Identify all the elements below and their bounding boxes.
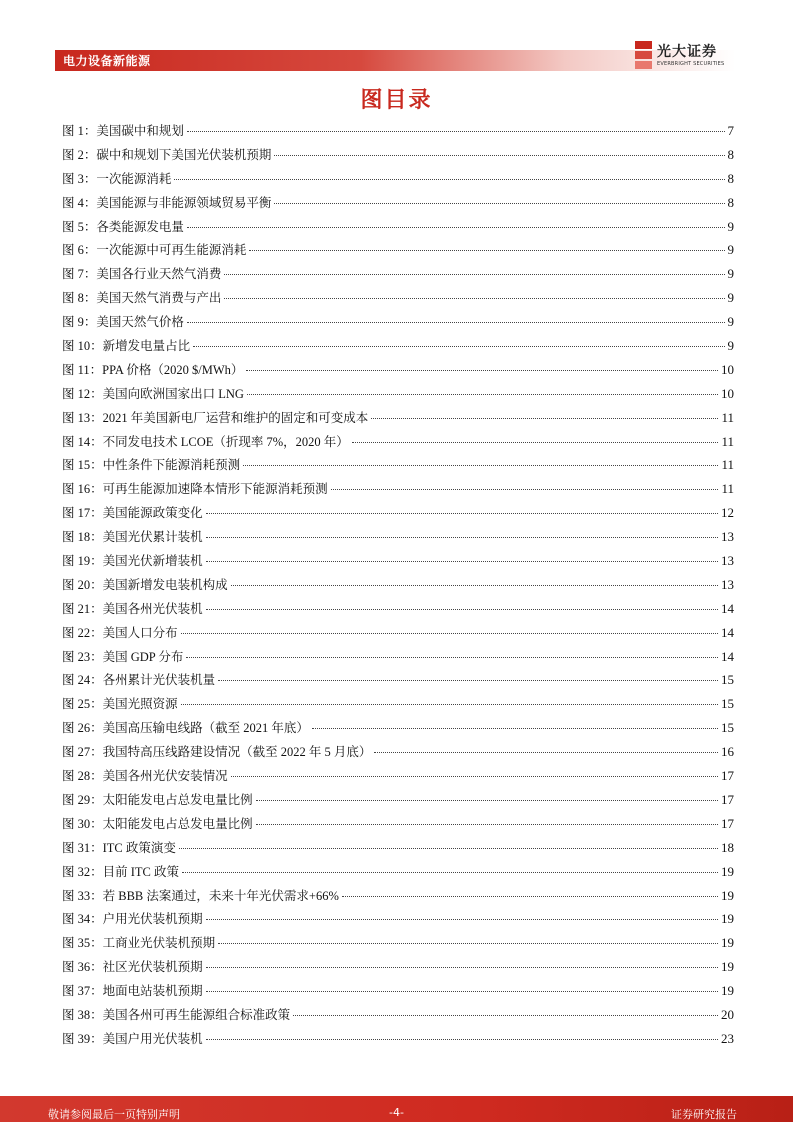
toc-entry[interactable] — [62, 862, 734, 886]
toc-dot-leader — [243, 465, 718, 466]
footer-report-type: 证券研究报告 — [671, 1108, 737, 1121]
toc-entry-page: 8 — [727, 170, 734, 186]
toc-entry-label: 图 4：美国能源与非能源领域贸易平衡 — [62, 195, 272, 210]
toc-dot-leader — [218, 943, 718, 944]
toc-entry[interactable] — [62, 193, 734, 217]
toc-entry-page: 18 — [721, 839, 734, 855]
toc-entry-page: 20 — [721, 1006, 734, 1022]
toc-entry-label: 图 31：ITC 政策演变 — [62, 840, 176, 855]
toc-entry[interactable] — [62, 408, 734, 432]
toc-dot-leader — [256, 800, 718, 801]
toc-entry-label: 图 14：不同发电技术 LCOE（折现率 7%，2020 年） — [62, 434, 349, 449]
toc-entry-label: 图 24：各州累计光伏装机量 — [62, 673, 216, 688]
toc-entry-page: 9 — [727, 338, 734, 354]
toc-entry[interactable] — [62, 933, 734, 957]
toc-entry-label: 图 17：美国能源政策变化 — [62, 506, 203, 521]
toc-dot-leader — [187, 131, 725, 132]
company-logo — [634, 40, 736, 72]
toc-dot-leader — [342, 896, 718, 897]
toc-entry-page: 9 — [727, 242, 734, 258]
toc-entry-page: 13 — [721, 576, 734, 592]
toc-entry[interactable] — [62, 742, 734, 766]
toc-entry-page: 13 — [721, 553, 734, 569]
toc-entry[interactable] — [62, 455, 734, 479]
toc-entry-page: 19 — [721, 863, 734, 879]
toc-entry-label: 图 36：社区光伏装机预期 — [62, 960, 203, 975]
toc-dot-leader — [181, 633, 718, 634]
toc-entry-page: 9 — [727, 290, 734, 306]
toc-entry[interactable] — [62, 957, 734, 981]
toc-entry-label: 图 35：工商业光伏装机预期 — [62, 936, 216, 951]
toc-entry-page: 16 — [721, 744, 734, 760]
toc-dot-leader — [174, 179, 724, 180]
toc-entry[interactable] — [62, 886, 734, 910]
toc-entry-label: 图 33：若 BBB 法案通过，未来十年光伏需求+66% — [62, 888, 339, 903]
toc-entry-page: 14 — [721, 600, 734, 616]
toc-entry-page: 19 — [721, 959, 734, 975]
toc-entry-label: 图 11：PPA 价格（2020 $/MWh） — [62, 362, 244, 377]
toc-entry-page: 15 — [721, 672, 734, 688]
toc-entry-label: 图 37：地面电站装机预期 — [62, 984, 203, 999]
toc-entry-page: 10 — [721, 361, 734, 377]
toc-entry-page: 8 — [727, 194, 734, 210]
toc-dot-leader — [274, 203, 724, 204]
toc-entry-page: 17 — [721, 815, 734, 831]
toc-entry-page: 11 — [721, 433, 734, 449]
toc-entry-label: 图 1：美国碳中和规划 — [62, 124, 184, 138]
toc-entry-label: 图 20：美国新增发电装机构成 — [62, 577, 228, 592]
toc-dot-leader — [206, 561, 718, 562]
toc-entry-page: 19 — [721, 983, 734, 999]
toc-dot-leader — [206, 1039, 718, 1040]
toc-entry[interactable] — [62, 121, 734, 145]
toc-entry-page: 13 — [721, 529, 734, 545]
toc-entry-page: 11 — [721, 409, 734, 425]
toc-entry-page: 9 — [727, 218, 734, 234]
toc-entry-label: 图 23：美国 GDP 分布 — [62, 649, 184, 664]
toc-entry[interactable] — [62, 432, 734, 456]
toc-entry[interactable] — [62, 527, 734, 551]
toc-entry-label: 图 38：美国各州可再生能源组合标准政策 — [62, 1007, 291, 1022]
toc-entry[interactable] — [62, 479, 734, 503]
toc-dot-leader — [179, 848, 718, 849]
toc-entry[interactable] — [62, 909, 734, 933]
toc-entry-label: 图 13：2021 年美国新电厂运营和维护的固定和可变成本 — [62, 410, 369, 425]
toc-entry-label: 图 15：中性条件下能源消耗预测 — [62, 458, 241, 473]
toc-entry-page: 8 — [727, 146, 734, 162]
toc-entry[interactable] — [62, 1029, 734, 1053]
logo-english-name: EVERBRIGHT SECURITIES — [657, 61, 725, 67]
toc-entry-label: 图 26：美国高压输电线路（截至 2021 年底） — [62, 721, 309, 736]
toc-dot-leader — [293, 1015, 718, 1016]
toc-dot-leader — [206, 919, 718, 920]
toc-dot-leader — [231, 585, 718, 586]
toc-entry-label: 图 9：美国天然气价格 — [62, 315, 184, 330]
toc-entry-label: 图 5：各类能源发电量 — [62, 219, 184, 234]
toc-dot-leader — [206, 537, 718, 538]
toc-entry-label: 图 7：美国各行业天然气消费 — [62, 267, 222, 282]
toc-dot-leader — [352, 442, 719, 443]
toc-entry[interactable] — [62, 575, 734, 599]
toc-entry-page: 12 — [721, 505, 734, 521]
toc-entry-label: 图 12：美国向欧洲国家出口 LNG — [62, 386, 244, 401]
toc-entry[interactable] — [62, 814, 734, 838]
toc-entry-page: 14 — [721, 648, 734, 664]
toc-entry[interactable] — [62, 360, 734, 384]
toc-dot-leader — [206, 513, 718, 514]
toc-dot-leader — [206, 609, 718, 610]
logo-mark-icon — [634, 40, 654, 70]
toc-entry-label: 图 18：美国光伏累计装机 — [62, 530, 203, 545]
footer-disclaimer: 敬请参阅最后一页特别声明 — [48, 1108, 180, 1121]
toc-entry-label: 图 2：碳中和规划下美国光伏装机预期 — [62, 147, 272, 162]
toc-dot-leader — [231, 776, 718, 777]
toc-dot-leader — [224, 298, 724, 299]
toc-dot-leader — [206, 967, 718, 968]
toc-entry[interactable] — [62, 790, 734, 814]
toc-entry-page: 15 — [721, 696, 734, 712]
page-title: 图目录 — [360, 88, 433, 113]
toc-entry-label: 图 34：户用光伏装机预期 — [62, 912, 203, 927]
toc-entry[interactable] — [62, 145, 734, 169]
toc-entry[interactable] — [62, 838, 734, 862]
toc-entry-page: 17 — [721, 791, 734, 807]
toc-entry[interactable] — [62, 599, 734, 623]
toc-entry[interactable] — [62, 288, 734, 312]
toc-entry-page: 15 — [721, 720, 734, 736]
toc-dot-leader — [331, 489, 719, 490]
toc-entry-label: 图 22：美国人口分布 — [62, 625, 178, 640]
footer-page-number: -4- — [389, 1106, 404, 1119]
toc-entry-page: 10 — [721, 385, 734, 401]
toc-entry-page: 11 — [721, 481, 734, 497]
section-label: 电力设备新能源 — [63, 54, 151, 68]
toc-entry-label: 图 19：美国光伏新增装机 — [62, 554, 203, 569]
logo-chinese-name: 光大证券 — [657, 44, 717, 60]
toc-entry-page: 11 — [721, 457, 734, 473]
toc-dot-leader — [182, 872, 718, 873]
toc-dot-leader — [187, 322, 725, 323]
toc-dot-leader — [218, 680, 718, 681]
toc-entry[interactable] — [62, 1005, 734, 1029]
toc-entry-label: 图 8：美国天然气消费与产出 — [62, 291, 222, 306]
footer-band — [0, 1096, 793, 1122]
toc-dot-leader — [193, 346, 724, 347]
toc-entry-page: 19 — [721, 911, 734, 927]
toc-entry-page: 23 — [721, 1030, 734, 1046]
header-band — [55, 50, 735, 71]
toc-dot-leader — [249, 250, 724, 251]
toc-entry-label: 图 28：美国各州光伏安装情况 — [62, 769, 228, 784]
toc-entry[interactable] — [62, 336, 734, 360]
toc-entry-page: 9 — [727, 266, 734, 282]
toc-entry-page: 17 — [721, 768, 734, 784]
toc-dot-leader — [312, 728, 718, 729]
toc-dot-leader — [246, 370, 718, 371]
toc-entry[interactable] — [62, 240, 734, 264]
toc-entry-label: 图 16：可再生能源加速降本情形下能源消耗预测 — [62, 482, 328, 497]
figure-table-of-contents — [62, 121, 734, 1053]
toc-entry[interactable] — [62, 312, 734, 336]
toc-entry-label: 图 30：太阳能发电占总发电量比例 — [62, 816, 253, 831]
toc-dot-leader — [374, 752, 718, 753]
toc-entry[interactable] — [62, 384, 734, 408]
toc-entry[interactable] — [62, 623, 734, 647]
toc-entry[interactable] — [62, 551, 734, 575]
toc-dot-leader — [247, 394, 718, 395]
toc-entry-label: 图 39：美国户用光伏装机 — [62, 1031, 203, 1046]
toc-dot-leader — [371, 418, 718, 419]
toc-dot-leader — [187, 227, 725, 228]
toc-dot-leader — [181, 704, 718, 705]
toc-entry-page: 7 — [727, 123, 734, 138]
toc-entry-label: 图 32：目前 ITC 政策 — [62, 864, 180, 879]
toc-entry-label: 图 27：我国特高压线路建设情况（截至 2022 年 5 月底） — [62, 745, 372, 760]
toc-entry[interactable] — [62, 264, 734, 288]
toc-dot-leader — [206, 991, 718, 992]
toc-entry-page: 19 — [721, 935, 734, 951]
toc-entry[interactable] — [62, 694, 734, 718]
toc-dot-leader — [224, 274, 724, 275]
toc-entry-label: 图 10：新增发电量占比 — [62, 339, 191, 354]
toc-entry-label: 图 3：一次能源消耗 — [62, 171, 172, 186]
toc-entry-page: 14 — [721, 624, 734, 640]
toc-entry-label: 图 6：一次能源中可再生能源消耗 — [62, 243, 247, 258]
toc-entry-label: 图 25：美国光照资源 — [62, 697, 178, 712]
toc-entry-page: 19 — [721, 887, 734, 903]
toc-entry-page: 9 — [727, 314, 734, 330]
toc-entry-label: 图 21：美国各州光伏装机 — [62, 601, 203, 616]
toc-entry[interactable] — [62, 217, 734, 241]
toc-entry[interactable] — [62, 647, 734, 671]
toc-entry[interactable] — [62, 718, 734, 742]
toc-entry[interactable] — [62, 169, 734, 193]
toc-entry[interactable] — [62, 503, 734, 527]
toc-entry[interactable] — [62, 670, 734, 694]
toc-entry-label: 图 29：太阳能发电占总发电量比例 — [62, 792, 253, 807]
toc-entry[interactable] — [62, 766, 734, 790]
toc-dot-leader — [186, 657, 718, 658]
toc-entry[interactable] — [62, 981, 734, 1005]
toc-dot-leader — [274, 155, 724, 156]
toc-dot-leader — [256, 824, 718, 825]
